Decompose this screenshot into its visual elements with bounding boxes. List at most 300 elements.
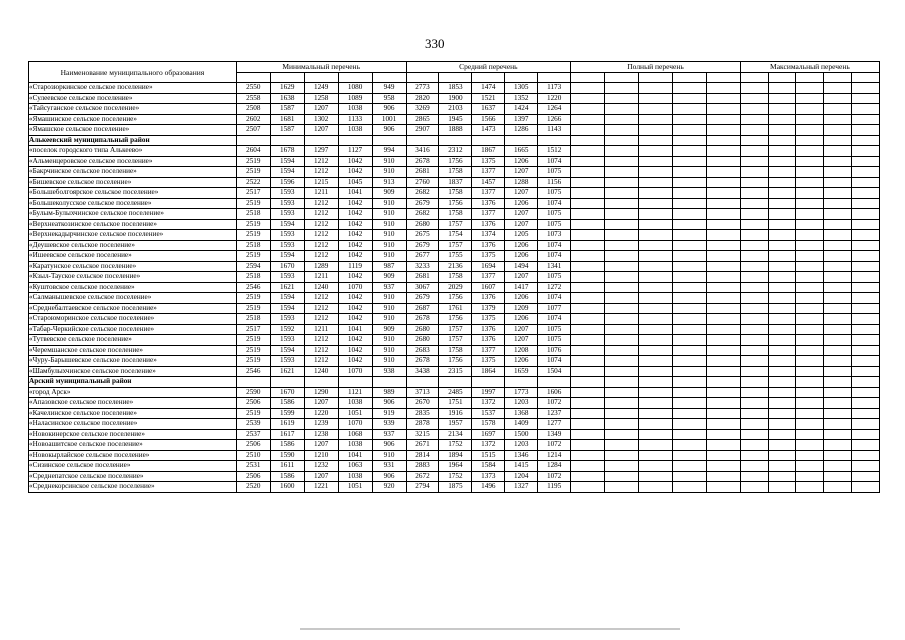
value-cell: 1586: [270, 471, 304, 482]
municipality-name: «Альменцеровское сельское поселение»: [29, 156, 237, 167]
value-cell: 1637: [472, 104, 505, 115]
value-cell: [672, 156, 706, 167]
municipality-name: «Деушевское сельское поселение»: [29, 240, 237, 251]
municipality-name: «Куштовское сельское поселение»: [29, 282, 237, 293]
table-row: [29, 251, 880, 262]
value-cell: [796, 303, 824, 314]
value-cell: [740, 167, 768, 178]
value-cell: [740, 345, 768, 356]
value-cell: 2519: [236, 356, 270, 367]
value-cell: [672, 230, 706, 241]
municipality-name: «Новокинерское сельское поселение»: [29, 429, 237, 440]
value-cell: 1207: [304, 104, 338, 115]
value-cell: 1594: [270, 293, 304, 304]
value-cell: 1207: [505, 324, 538, 335]
value-cell: 1277: [538, 419, 571, 430]
table-row: [29, 209, 880, 220]
value-cell: 1752: [439, 471, 472, 482]
group-header-minimal: Минимальный перечень: [236, 62, 406, 73]
value-cell: 1619: [270, 419, 304, 430]
value-cell: 1042: [338, 303, 372, 314]
value-cell: 1593: [270, 188, 304, 199]
value-cell: [639, 104, 673, 115]
value-cell: 1758: [439, 345, 472, 356]
value-cell: 1617: [270, 429, 304, 440]
value-cell: 910: [372, 198, 406, 209]
value-cell: 1374: [472, 230, 505, 241]
value-cell: 1038: [338, 104, 372, 115]
value-cell: [672, 293, 706, 304]
table-row: [29, 114, 880, 125]
value-cell: 910: [372, 314, 406, 325]
table-row: [29, 324, 880, 335]
value-cell: 1207: [505, 272, 538, 283]
table-row: [29, 471, 880, 482]
municipality-name: «Большеколусское сельское поселение»: [29, 198, 237, 209]
value-cell: [706, 303, 740, 314]
value-cell: [851, 156, 879, 167]
value-cell: 1272: [538, 282, 571, 293]
value-cell: [768, 219, 796, 230]
value-cell: 2519: [236, 230, 270, 241]
value-cell: [851, 335, 879, 346]
value-cell: 1756: [439, 356, 472, 367]
municipality-name: «Кзыл-Тауское сельское поселение»: [29, 272, 237, 283]
value-cell: 1042: [338, 198, 372, 209]
value-cell: [571, 303, 605, 314]
value-cell: [796, 188, 824, 199]
value-cell: 1457: [472, 177, 505, 188]
value-cell: [796, 440, 824, 451]
value-cell: 1379: [472, 303, 505, 314]
value-cell: 3269: [406, 104, 439, 115]
value-cell: 1051: [338, 408, 372, 419]
value-cell: [706, 261, 740, 272]
value-cell: [571, 135, 605, 146]
value-cell: [605, 261, 639, 272]
value-cell: [639, 293, 673, 304]
value-cell: 910: [372, 303, 406, 314]
value-cell: 1212: [304, 293, 338, 304]
subcolumn-header: [304, 72, 338, 83]
value-cell: 1212: [304, 167, 338, 178]
value-cell: 1752: [439, 440, 472, 451]
value-cell: [768, 419, 796, 430]
value-cell: [796, 167, 824, 178]
value-cell: [768, 398, 796, 409]
subcolumn-header: [406, 72, 439, 83]
value-cell: [571, 240, 605, 251]
value-cell: [824, 167, 852, 178]
value-cell: 2519: [236, 345, 270, 356]
value-cell: [851, 345, 879, 356]
value-cell: 1232: [304, 461, 338, 472]
value-cell: [824, 135, 852, 146]
value-cell: [639, 471, 673, 482]
value-cell: 1587: [270, 104, 304, 115]
value-cell: 2680: [406, 324, 439, 335]
value-cell: [605, 324, 639, 335]
value-cell: [824, 125, 852, 136]
value-cell: [236, 377, 270, 388]
municipality-name: «Каратунское сельское поселение»: [29, 261, 237, 272]
value-cell: 1606: [538, 387, 571, 398]
value-cell: 2506: [236, 398, 270, 409]
value-cell: 2602: [236, 114, 270, 125]
value-cell: 1212: [304, 335, 338, 346]
value-cell: 2678: [406, 356, 439, 367]
value-cell: 909: [372, 272, 406, 283]
municipality-name: «Ишеевское сельское поселение»: [29, 251, 237, 262]
value-cell: [571, 293, 605, 304]
municipality-name: «Качелинское сельское поселение»: [29, 408, 237, 419]
value-cell: 1916: [439, 408, 472, 419]
value-cell: 1042: [338, 167, 372, 178]
value-cell: 939: [372, 419, 406, 430]
value-cell: [740, 240, 768, 251]
value-cell: [639, 314, 673, 325]
municipality-name: «Бишевское сельское поселение»: [29, 177, 237, 188]
value-cell: 910: [372, 293, 406, 304]
value-cell: [672, 219, 706, 230]
value-cell: 1211: [304, 272, 338, 283]
value-cell: [672, 335, 706, 346]
municipality-name: «Ямашинское сельское поселение»: [29, 114, 237, 125]
value-cell: [796, 366, 824, 377]
value-cell: 2134: [439, 429, 472, 440]
municipality-name: «Сулеевское сельское поселение»: [29, 93, 237, 104]
value-cell: [639, 156, 673, 167]
value-cell: [851, 125, 879, 136]
value-cell: [571, 482, 605, 493]
value-cell: 1888: [439, 125, 472, 136]
value-cell: [768, 450, 796, 461]
municipality-name: «Табар-Черкийское сельское поселение»: [29, 324, 237, 335]
value-cell: [571, 230, 605, 241]
value-cell: 2519: [236, 198, 270, 209]
value-cell: 1063: [338, 461, 372, 472]
value-cell: 1045: [338, 177, 372, 188]
value-cell: [706, 429, 740, 440]
value-cell: [571, 125, 605, 136]
value-cell: 909: [372, 324, 406, 335]
value-cell: [406, 135, 439, 146]
value-cell: [768, 440, 796, 451]
value-cell: 1077: [538, 303, 571, 314]
value-cell: 1629: [270, 83, 304, 94]
value-cell: 1758: [439, 272, 472, 283]
table-row: [29, 282, 880, 293]
value-cell: [851, 408, 879, 419]
municipality-name: «Староюморинское сельское поселение»: [29, 314, 237, 325]
value-cell: 1659: [505, 366, 538, 377]
value-cell: [706, 251, 740, 262]
value-cell: [571, 156, 605, 167]
value-cell: [740, 156, 768, 167]
value-cell: 1074: [538, 251, 571, 262]
value-cell: 1215: [304, 177, 338, 188]
value-cell: 2485: [439, 387, 472, 398]
municipality-name: «Верхнекадырчинское сельское поселение»: [29, 230, 237, 241]
value-cell: [824, 429, 852, 440]
value-cell: 919: [372, 408, 406, 419]
value-cell: [796, 177, 824, 188]
value-cell: [639, 366, 673, 377]
value-cell: [851, 230, 879, 241]
value-cell: [768, 177, 796, 188]
value-cell: 2773: [406, 83, 439, 94]
value-cell: 906: [372, 398, 406, 409]
value-cell: [824, 408, 852, 419]
value-cell: 1594: [270, 219, 304, 230]
value-cell: [672, 104, 706, 115]
value-cell: 2907: [406, 125, 439, 136]
value-cell: 2508: [236, 104, 270, 115]
value-cell: [706, 324, 740, 335]
value-cell: 1521: [472, 93, 505, 104]
value-cell: [639, 356, 673, 367]
value-cell: [672, 440, 706, 451]
value-cell: 1894: [439, 450, 472, 461]
value-cell: [740, 366, 768, 377]
value-cell: 1121: [338, 387, 372, 398]
value-cell: [768, 104, 796, 115]
municipality-name: «Среднебалтаевское сельское поселение»: [29, 303, 237, 314]
value-cell: 913: [372, 177, 406, 188]
value-cell: 2760: [406, 177, 439, 188]
value-cell: [372, 377, 406, 388]
value-cell: [740, 114, 768, 125]
value-cell: 1600: [270, 482, 304, 493]
value-cell: 2677: [406, 251, 439, 262]
value-cell: 2522: [236, 177, 270, 188]
value-cell: 1424: [505, 104, 538, 115]
value-cell: [605, 293, 639, 304]
value-cell: 910: [372, 219, 406, 230]
value-cell: 1207: [304, 440, 338, 451]
value-cell: 1761: [439, 303, 472, 314]
value-cell: 1237: [538, 408, 571, 419]
value-cell: 1220: [304, 408, 338, 419]
value-cell: 1376: [472, 198, 505, 209]
value-cell: [605, 114, 639, 125]
value-cell: [740, 125, 768, 136]
value-cell: 1221: [304, 482, 338, 493]
value-cell: 1537: [472, 408, 505, 419]
value-cell: 1207: [505, 188, 538, 199]
value-cell: 2865: [406, 114, 439, 125]
value-cell: 1665: [505, 146, 538, 157]
value-cell: [740, 482, 768, 493]
value-cell: 1210: [304, 450, 338, 461]
value-cell: [824, 303, 852, 314]
group-header-maximal: Максимальный перечень: [740, 62, 879, 73]
group-header-full: Полный перечень: [571, 62, 741, 73]
table-row: [29, 93, 880, 104]
value-cell: [605, 429, 639, 440]
value-cell: [796, 230, 824, 241]
value-cell: [768, 146, 796, 157]
value-cell: 1074: [538, 293, 571, 304]
value-cell: [571, 93, 605, 104]
value-cell: [571, 408, 605, 419]
value-cell: [824, 314, 852, 325]
value-cell: 1209: [505, 303, 538, 314]
value-cell: 1204: [505, 471, 538, 482]
value-cell: [672, 345, 706, 356]
value-cell: [304, 377, 338, 388]
value-cell: 910: [372, 450, 406, 461]
subcolumn-header: [571, 72, 605, 83]
municipality-name: «Черемшанское сельское поселение»: [29, 345, 237, 356]
value-cell: [706, 398, 740, 409]
value-cell: 937: [372, 282, 406, 293]
value-cell: [796, 261, 824, 272]
value-cell: [706, 282, 740, 293]
value-cell: [796, 419, 824, 430]
value-cell: 1694: [472, 261, 505, 272]
value-cell: [824, 272, 852, 283]
value-cell: [851, 293, 879, 304]
value-cell: 910: [372, 251, 406, 262]
value-cell: [672, 314, 706, 325]
value-cell: [706, 83, 740, 94]
value-cell: 1305: [505, 83, 538, 94]
value-cell: 2883: [406, 461, 439, 472]
value-cell: [571, 251, 605, 262]
value-cell: [796, 377, 824, 388]
value-cell: [706, 293, 740, 304]
value-cell: [740, 450, 768, 461]
value-cell: [768, 314, 796, 325]
value-cell: [824, 83, 852, 94]
value-cell: [740, 230, 768, 241]
value-cell: [706, 156, 740, 167]
value-cell: 1377: [472, 345, 505, 356]
value-cell: 1773: [505, 387, 538, 398]
value-cell: [571, 314, 605, 325]
value-cell: 1207: [505, 219, 538, 230]
value-cell: [824, 398, 852, 409]
value-cell: 1756: [439, 198, 472, 209]
value-cell: 2558: [236, 93, 270, 104]
value-cell: 2520: [236, 482, 270, 493]
value-cell: [571, 429, 605, 440]
value-cell: [605, 240, 639, 251]
value-cell: [824, 440, 852, 451]
value-cell: 1288: [505, 177, 538, 188]
value-cell: [851, 377, 879, 388]
value-cell: [851, 398, 879, 409]
value-cell: 1258: [304, 93, 338, 104]
value-cell: 1068: [338, 429, 372, 440]
value-cell: 1212: [304, 356, 338, 367]
value-cell: [824, 240, 852, 251]
value-cell: [571, 324, 605, 335]
value-cell: 2517: [236, 188, 270, 199]
value-cell: 1075: [538, 219, 571, 230]
value-cell: [639, 272, 673, 283]
value-cell: 1212: [304, 345, 338, 356]
value-cell: [796, 219, 824, 230]
value-cell: [639, 93, 673, 104]
value-cell: [796, 356, 824, 367]
value-cell: 1042: [338, 230, 372, 241]
value-cell: [768, 377, 796, 388]
table-row: [29, 240, 880, 251]
value-cell: [796, 209, 824, 220]
value-cell: [571, 345, 605, 356]
value-cell: 1875: [439, 482, 472, 493]
value-cell: 1264: [538, 104, 571, 115]
table-row: [29, 314, 880, 325]
value-cell: [505, 377, 538, 388]
value-cell: 1584: [472, 461, 505, 472]
value-cell: 2590: [236, 387, 270, 398]
value-cell: 2687: [406, 303, 439, 314]
value-cell: 1373: [472, 471, 505, 482]
value-cell: 1038: [338, 471, 372, 482]
subcolumn-header: [372, 72, 406, 83]
table-row: [29, 261, 880, 272]
value-cell: 1212: [304, 209, 338, 220]
value-cell: [571, 398, 605, 409]
value-cell: [824, 356, 852, 367]
value-cell: 910: [372, 240, 406, 251]
value-cell: [571, 114, 605, 125]
value-cell: [706, 471, 740, 482]
value-cell: 2680: [406, 219, 439, 230]
value-cell: 1758: [439, 209, 472, 220]
value-cell: 2679: [406, 240, 439, 251]
value-cell: 2531: [236, 461, 270, 472]
value-cell: 2672: [406, 471, 439, 482]
value-cell: 1997: [472, 387, 505, 398]
table-row: [29, 482, 880, 493]
value-cell: [605, 251, 639, 262]
value-cell: 2506: [236, 471, 270, 482]
value-cell: 1074: [538, 156, 571, 167]
value-cell: 1075: [538, 188, 571, 199]
value-cell: 1504: [538, 366, 571, 377]
value-cell: 2679: [406, 293, 439, 304]
value-cell: 1074: [538, 356, 571, 367]
value-cell: 2675: [406, 230, 439, 241]
municipality-name: «Старозюркинское сельское поселение»: [29, 83, 237, 94]
value-cell: 1397: [505, 114, 538, 125]
value-cell: [672, 251, 706, 262]
value-cell: [740, 188, 768, 199]
table-row: [29, 387, 880, 398]
value-cell: [538, 135, 571, 146]
value-cell: [639, 429, 673, 440]
value-cell: [639, 240, 673, 251]
value-cell: [740, 177, 768, 188]
value-cell: [372, 135, 406, 146]
value-cell: 1352: [505, 93, 538, 104]
value-cell: 1042: [338, 356, 372, 367]
value-cell: [796, 408, 824, 419]
value-cell: 1070: [338, 282, 372, 293]
value-cell: [304, 135, 338, 146]
value-cell: [768, 125, 796, 136]
value-cell: [768, 324, 796, 335]
value-cell: 1042: [338, 293, 372, 304]
value-cell: 1075: [538, 209, 571, 220]
subcolumn-header: [439, 72, 472, 83]
value-cell: 1041: [338, 450, 372, 461]
value-cell: 1042: [338, 345, 372, 356]
